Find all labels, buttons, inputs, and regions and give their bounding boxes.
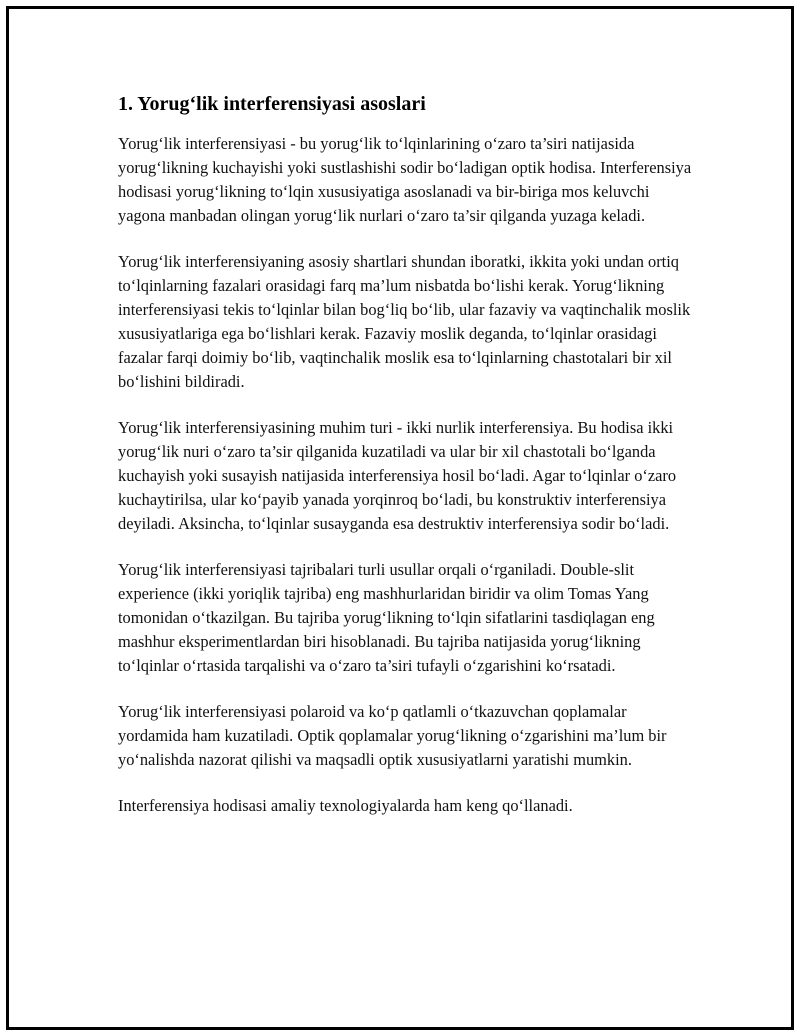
paragraph-definition: Yorug‘lik interferensiyasi - bu yorug‘lik to‘lqinlarining o‘zaro ta’siri natijasida yorug‘likning kuchayishi yoki sustlashishi sodir bo‘ladigan optik hodisa. Interferensiya hodisasi yorug‘likning to‘lqin xususiyatiga asoslanadi va bir-biriga mos keluvchi yagona manbadan olingan yorug‘lik nurlari o‘zaro ta’sir qilganda yuzaga keladi. (118, 134, 692, 225)
paragraph-experiments: Yorug‘lik interferensiyasi tajribalari turli usullar orqali o‘rganiladi. Double-slit experience (ikki yoriqlik tajriba) eng mashhurlaridan biridir va olim Tomas Yang tomonidan o‘tkazilgan. Bu tajriba yorug‘likning to‘lqin sifatlarini tasdiqlagan eng mashhur eksperimentlardan biri hisoblanadi. Bu tajriba natijasida yorug‘likning to‘lqinlar o‘rtasida tarqalishi va o‘zaro ta’siri tufayli o‘zgarishini ko‘rsatadi. (118, 560, 655, 675)
paragraph-two-beam: Yorug‘lik interferensiyasining muhim turi - ikki nurlik interferensiya. Bu hodisa ikki yorug‘lik nuri o‘zaro ta’sir qilganida kuzatiladi va ular bir xil chastotali bo‘lganda kuchayish yoki susayish natijasida interferensiya hosil bo‘ladi. Agar to‘lqinlar o‘zaro kuchaytirilsa, ular ko‘payib yanada yorqinroq bo‘ladi, bu konstruktiv interferensiya deyiladi. Aksincha, to‘lqinlar susayganda esa destruktiv interferensiya sodir bo‘ladi. (118, 418, 677, 533)
section-heading: 1. Yorug‘lik interferensiyasi asoslari (118, 93, 426, 115)
document-body (118, 90, 693, 840)
paragraph-coatings: Yorug‘lik interferensiyasi polaroid va ko‘p qatlamli o‘tkazuvchan qoplamalar yordamida ham kuzatiladi. Optik qoplamalar yorug‘likning o‘zgarishini ma’lum bir yo‘nalishda nazorat qilishi va maqsadli optik xususiyatlarni yaratishi mumkin. (118, 702, 667, 769)
paragraph-applications: Interferensiya hodisasi amaliy texnologiyalarda ham keng qo‘llanadi. (118, 796, 573, 815)
paragraph-conditions: Yorug‘lik interferensiyaning asosiy shartlari shundan iboratki, ikkita yoki undan ortiq to‘lqinlarning fazalari orasidagi farq ma’lum nisbatda bo‘lishi kerak. Yorug‘likning interferensiyasi tekis to‘lqinlar bilan bog‘liq bo‘lib, ular fazaviy va vaqtinchalik moslik xususiyatlariga ega bo‘lishlari kerak. Fazaviy moslik deganda, to‘lqinlar orasidagi fazalar farqi doimiy bo‘lib, vaqtinchalik moslik esa to‘lqinlarning chastotalari bir xil bo‘lishini bildiradi. (118, 252, 691, 391)
